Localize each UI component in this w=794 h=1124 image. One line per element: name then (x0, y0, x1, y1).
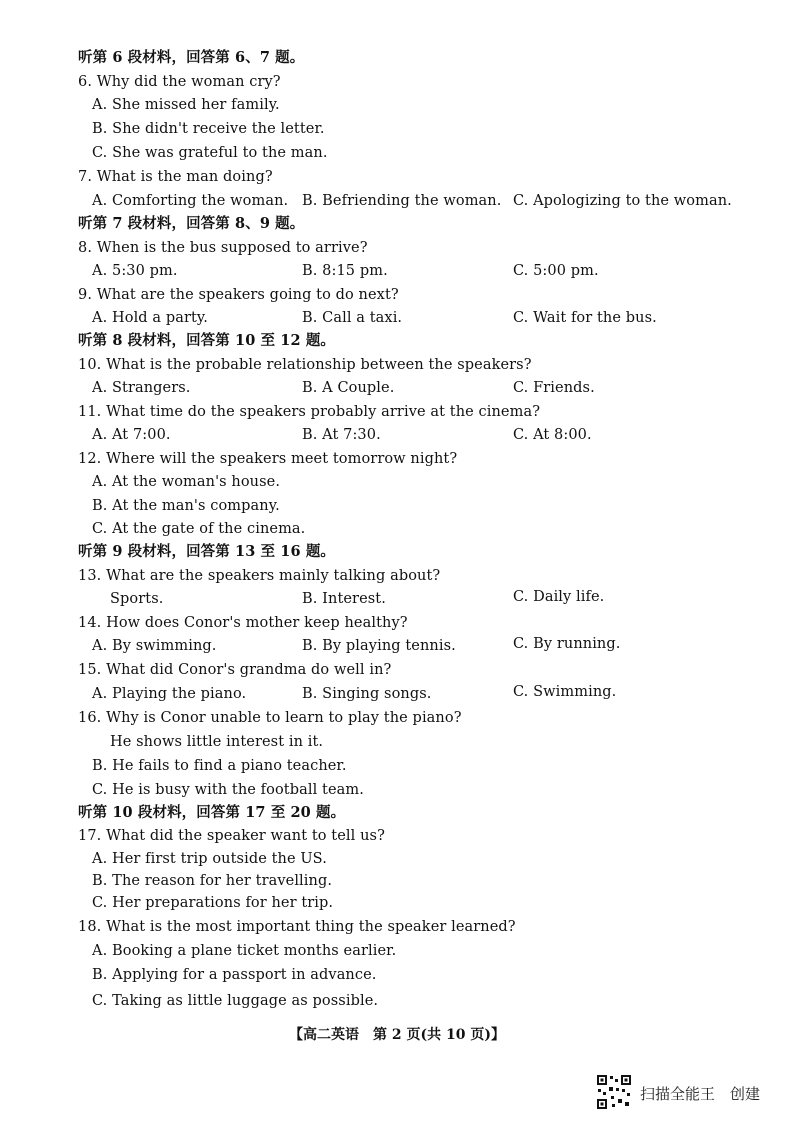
answer-option: B. He fails to find a piano teacher. (92, 758, 347, 774)
answer-option: B. Applying for a passport in advance. (92, 967, 377, 983)
answer-option: C. Friends. (513, 380, 595, 396)
answer-option: B. Interest. (302, 591, 386, 607)
question-text: 14. How does Conor's mother keep healthy? (78, 615, 408, 631)
answer-option: C. Her preparations for her trip. (92, 895, 334, 911)
answer-option: B. 8:15 pm. (302, 263, 388, 279)
answer-option: C. 5:00 pm. (513, 263, 599, 279)
answer-option: B. By playing tennis. (302, 638, 456, 654)
question-text: 12. Where will the speakers meet tomorrow night? (78, 451, 458, 467)
answer-option: A. Playing the piano. (92, 686, 247, 702)
section-heading: 听第 10 段材料，回答第 17 至 20 题。 (78, 804, 346, 821)
answer-option: C. At the gate of the cinema. (92, 521, 306, 537)
question-text: 7. What is the man doing? (78, 169, 273, 185)
answer-option: C. By running. (513, 636, 621, 652)
answer-option: Sports. (110, 591, 164, 607)
question-text: 11. What time do the speakers probably arrive at the cinema? (78, 404, 541, 420)
answer-option: C. She was grateful to the man. (92, 145, 328, 161)
question-text: 9. What are the speakers going to do next? (78, 287, 399, 303)
answer-option: A. At 7:00. (92, 427, 171, 443)
answer-option: C. Taking as little luggage as possible. (92, 993, 379, 1009)
answer-option: A. Strangers. (92, 380, 191, 396)
answer-option: A. At the woman's house. (92, 474, 281, 490)
question-text: 16. Why is Conor unable to learn to play the piano? (78, 710, 462, 726)
scanner-watermark (596, 1074, 786, 1114)
section-heading: 听第 6 段材料，回答第 6、7 题。 (78, 49, 305, 66)
answer-option: A. 5:30 pm. (92, 263, 178, 279)
answer-option: C. Daily life. (513, 589, 605, 605)
answer-option: B. She didn't receive the letter. (92, 121, 325, 137)
answer-option: A. Comforting the woman. (92, 193, 289, 209)
section-heading: 听第 8 段材料，回答第 10 至 12 题。 (78, 332, 336, 349)
question-text: 8. When is the bus supposed to arrive? (78, 240, 368, 256)
qr-code-icon (596, 1074, 632, 1110)
answer-option: B. Befriending the woman. (302, 193, 502, 209)
question-text: 15. What did Conor's grandma do well in? (78, 662, 392, 678)
answer-option: A. Booking a plane ticket months earlier. (92, 943, 397, 959)
answer-option: C. He is busy with the football team. (92, 782, 364, 798)
question-text: 6. Why did the woman cry? (78, 74, 281, 90)
question-text: 13. What are the speakers mainly talking about? (78, 568, 441, 584)
answer-option: He shows little interest in it. (110, 734, 324, 750)
question-text: 10. What is the probable relationship between the speakers? (78, 357, 532, 373)
answer-option: A. Hold a party. (92, 310, 209, 326)
answer-option: A. Her first trip outside the US. (92, 851, 327, 867)
answer-option: B. Call a taxi. (302, 310, 403, 326)
answer-option: C. Apologizing to the woman. (513, 193, 732, 209)
answer-option: C. Swimming. (513, 684, 617, 700)
answer-option: B. At 7:30. (302, 427, 381, 443)
question-text: 18. What is the most important thing the speaker learned? (78, 919, 516, 935)
answer-option: B. Singing songs. (302, 686, 432, 702)
answer-option: A. She missed her family. (92, 97, 280, 113)
question-text: 17. What did the speaker want to tell us? (78, 828, 385, 844)
answer-option: B. At the man's company. (92, 498, 280, 514)
answer-option: B. The reason for her travelling. (92, 873, 333, 889)
answer-option: C. At 8:00. (513, 427, 592, 443)
answer-option: B. A Couple. (302, 380, 395, 396)
watermark-text: 扫描全能王 创建 (640, 1085, 761, 1103)
page-footer: 【高二英语 第 2 页(共 10 页)】 (289, 1027, 505, 1043)
section-heading: 听第 7 段材料，回答第 8、9 题。 (78, 215, 305, 232)
section-heading: 听第 9 段材料，回答第 13 至 16 题。 (78, 543, 336, 560)
answer-option: A. By swimming. (92, 638, 217, 654)
answer-option: C. Wait for the bus. (513, 310, 657, 326)
